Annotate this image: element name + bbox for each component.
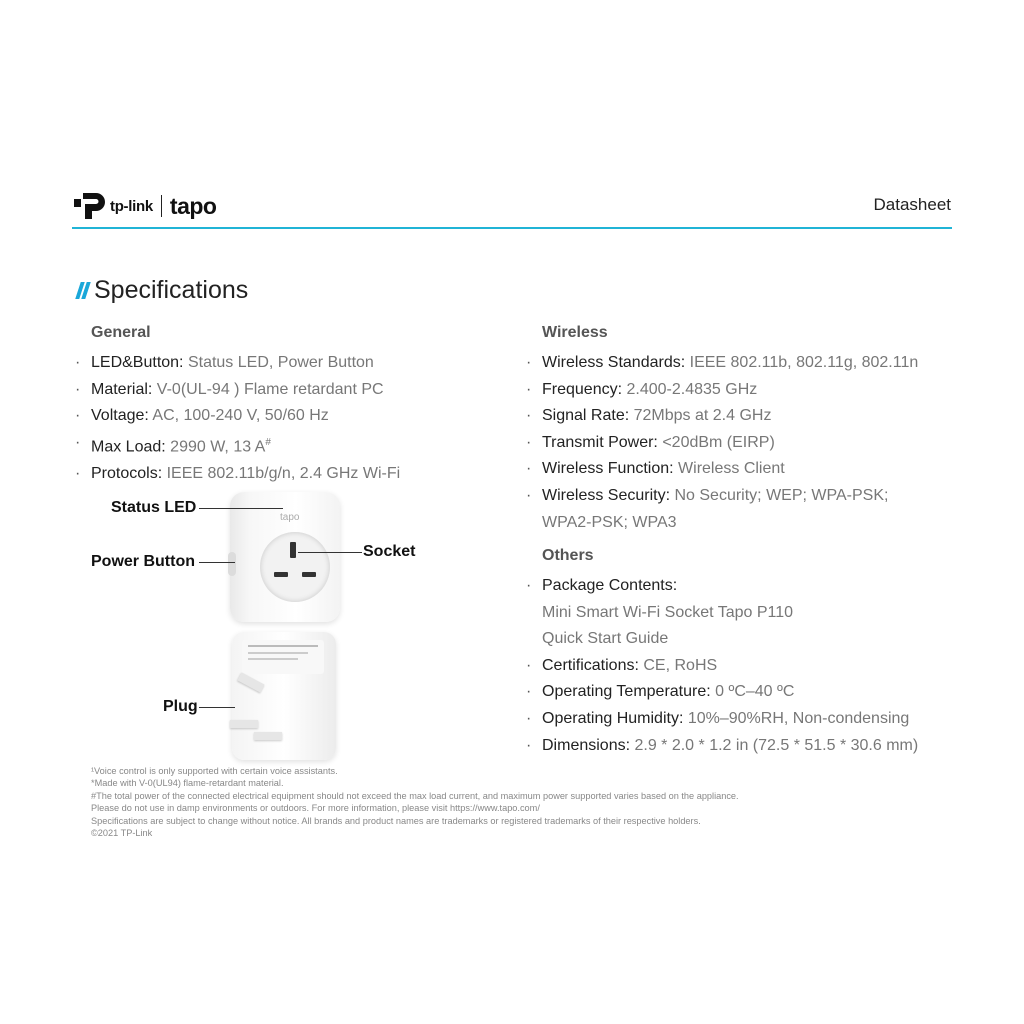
bullet: · — [75, 354, 81, 371]
smart-plug-front-image — [230, 492, 340, 622]
bullet: · — [75, 407, 81, 425]
spec-wireless-security: · Wireless Security: No Security; WEP; WPA-PSK; WPA2-PSK; WPA3 — [542, 483, 972, 536]
footnote: Specifications are subject to change without notice. All brands and product names are trademarks or registered trademarks of their respective holders. — [91, 815, 701, 826]
callout-line-status-led — [199, 508, 283, 509]
logo-separator — [161, 195, 162, 217]
spec-operating-temperature: · Operating Temperature: 0 ºC–40 ºC — [542, 679, 972, 706]
footnote: ©2021 TP-Link — [91, 828, 153, 839]
others-title: Others — [542, 547, 594, 564]
spec-led-button: · LED&Button: Status LED, Power Button — [91, 350, 521, 377]
callout-power-button: Power Button — [91, 553, 195, 570]
wireless-specs — [526, 323, 972, 536]
footnote: ¹Voice control is only supported with certain voice assistants. — [91, 766, 338, 776]
callout-status-led: Status LED — [111, 499, 197, 516]
plug-pins-icon — [232, 632, 336, 760]
heading-accent-icon — [78, 282, 90, 299]
callout-socket: Socket — [363, 543, 416, 560]
spec-protocols: · Protocols: IEEE 802.11b/g/n, 2.4 GHz Wi-Fi — [91, 461, 521, 488]
socket-face-icon — [260, 532, 330, 602]
package-item: Quick Start Guide — [542, 630, 669, 648]
section-heading — [78, 276, 248, 305]
bullet: · — [526, 354, 532, 371]
spec-wireless-function: · Wireless Function: Wireless Client — [542, 456, 972, 483]
spec-signal-rate: · Signal Rate: 72Mbps at 2.4 GHz — [542, 403, 972, 430]
bullet: · — [526, 736, 532, 754]
callout-line-power-button — [199, 562, 235, 563]
bullet: · — [526, 433, 532, 451]
header-divider — [72, 227, 952, 229]
package-item: Mini Smart Wi-Fi Socket Tapo P110 — [542, 603, 794, 621]
spec-frequency: · Frequency: 2.400-2.4835 GHz — [542, 377, 972, 404]
bullet: · — [75, 380, 81, 398]
bullet: · — [526, 460, 532, 478]
spec-material: · Material: V-0(UL-94 ) Flame retardant PC — [91, 377, 521, 404]
power-button-icon — [228, 552, 236, 576]
spec-wireless-standards: · Wireless Standards: IEEE 802.11b, 802.11g, 802.11n — [542, 350, 972, 377]
bullet: · — [526, 683, 532, 701]
callout-plug: Plug — [163, 698, 198, 715]
smart-plug-back-image — [232, 632, 336, 760]
spec-package-contents: · Package Contents: — [542, 573, 972, 600]
callout-line-socket — [298, 552, 362, 553]
spec-max-load: · Max Load: 2990 W, 13 A# — [91, 430, 521, 461]
footnote: *Made with V-0(UL94) flame-retardant material. — [91, 778, 284, 789]
bullet: · — [526, 577, 532, 594]
bullet: · — [526, 407, 532, 425]
others-specs — [526, 546, 972, 759]
bullet: · — [75, 464, 81, 482]
callout-line-plug — [199, 707, 235, 708]
footnote: #The total power of the connected electrical equipment should not exceed the max load current, and maximum power supported varies based on the appliance. — [91, 790, 739, 801]
bullet: · — [526, 380, 532, 398]
bullet: · — [526, 656, 532, 674]
spec-dimensions: · Dimensions: 2.9 * 2.0 * 1.2 in (72.5 * 51.5 * 30.6 mm) — [542, 733, 972, 760]
bullet: · — [75, 433, 81, 451]
device-logo: tapo — [280, 512, 300, 523]
general-title: General — [91, 324, 151, 341]
spec-certifications: · Certifications: CE, RoHS — [542, 653, 972, 680]
bullet: · — [526, 486, 532, 504]
tp-link-logo-icon — [72, 189, 106, 223]
doc-type-label: Datasheet — [873, 195, 951, 214]
bullet: · — [526, 709, 532, 727]
wireless-title: Wireless — [542, 324, 608, 341]
section-title: Specifications — [94, 276, 249, 304]
brand-logo — [72, 186, 216, 226]
tp-link-wordmark: tp-link — [110, 197, 153, 215]
spec-transmit-power: · Transmit Power: <20dBm (EIRP) — [542, 430, 972, 457]
general-specs — [75, 323, 521, 487]
spec-operating-humidity: · Operating Humidity: 10%–90%RH, Non-condensing — [542, 706, 972, 733]
tapo-wordmark: tapo — [169, 192, 217, 219]
footnotes — [91, 765, 739, 839]
footnote: Please do not use in damp environments or outdoors. For more information, please visit https://www.tapo.com/ — [91, 803, 540, 814]
spec-voltage: · Voltage: AC, 100-240 V, 50/60 Hz — [91, 403, 521, 430]
